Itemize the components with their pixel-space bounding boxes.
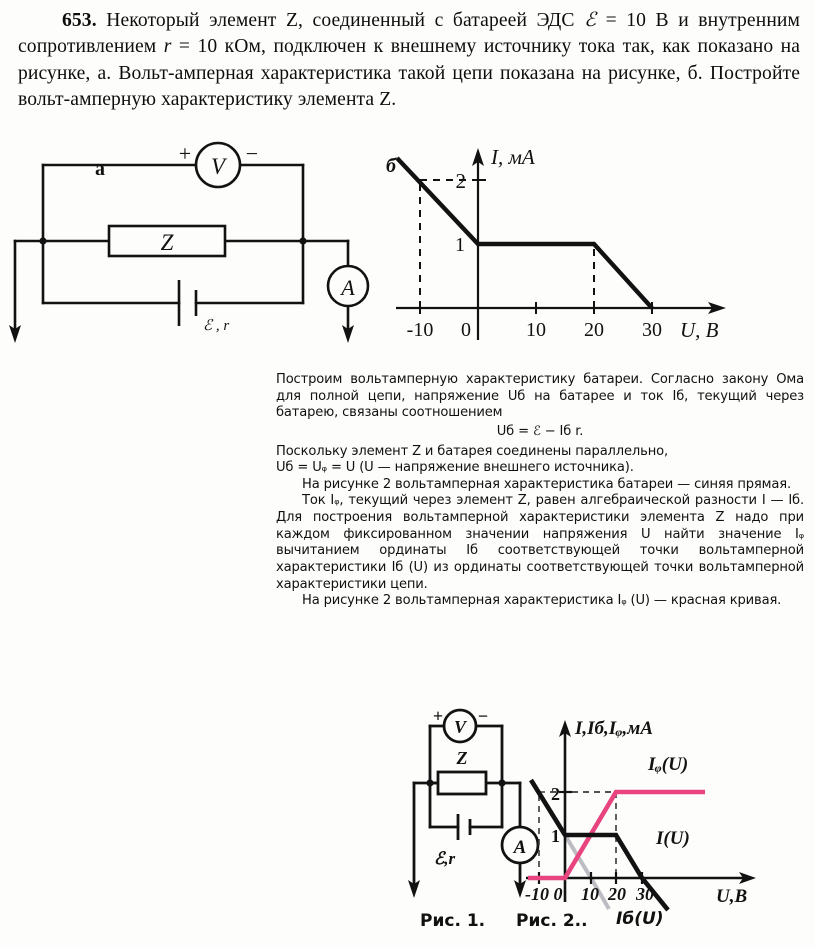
x-tick-label-0: 0 (461, 319, 471, 341)
solution-paragraph-5: На рисунке 2 вольтамперная характеристика Iᵩ (U) — красная кривая. (302, 593, 782, 609)
caption-figure-2: Рис. 2.. (516, 911, 588, 931)
y-tick-label-2: 2 (455, 169, 466, 193)
fig2-label-ib: Iб(U) (616, 909, 664, 929)
caption-figure-1: Рис. 1. (420, 911, 486, 931)
fig1-plus-sign: + (432, 706, 444, 726)
ammeter-label: A (341, 275, 355, 300)
battery-emf-label: ℰ , r (203, 318, 230, 334)
fig2-x-tick-label-20: 20 (608, 884, 626, 904)
fig1-junction-dot-right (498, 779, 505, 786)
fig1-element-z-box (438, 772, 486, 794)
voltmeter-plus-sign: + (178, 141, 192, 166)
emf-symbol: ℰ (584, 10, 597, 31)
junction-dot-right (299, 237, 306, 244)
fig2-x-tick-label-minus10: -10 (525, 884, 549, 904)
figure-b-letter: б (386, 155, 396, 177)
x-tick-label-30: 30 (642, 319, 662, 341)
voltmeter-label: V (210, 154, 226, 179)
fig2-label-iz: Iᵩ(U) (648, 754, 689, 775)
element-z-label: Z (160, 230, 174, 255)
junction-dot-left (39, 237, 46, 244)
figure-captions (420, 905, 815, 945)
solution-paragraph-2a: Поскольку элемент Z и батарея соединены параллельно, (276, 443, 668, 459)
fig1-voltmeter-label: V (453, 717, 467, 737)
fig1-ammeter-label: A (513, 837, 527, 858)
x-tick-label-10: 10 (526, 319, 546, 341)
problem-text-part2: = 10 В и внутренним сопротивлением (18, 10, 800, 58)
fig2-label-i: I(U) (656, 828, 690, 849)
fig1-minus-sign: − (477, 706, 489, 726)
fig2-x-tick-label-0: 0 (553, 884, 563, 904)
y-tick-label-1: 1 (455, 234, 465, 256)
solution-paragraph-1: Построим вольтамперную характеристику батареи. Согласно закону Ома для полной цепи, напряжение Uб на батарее и ток Iб, текущий через батарею, связаны соотношением (276, 372, 804, 421)
fig2-y-tick-label-2: 2 (551, 784, 560, 804)
fig2-x-tick-label-30: 30 (636, 884, 654, 904)
fig1-junction-dot-left (426, 779, 433, 786)
solution-paragraph-3: На рисунке 2 вольтамперная характеристика батареи — синяя прямая. (302, 476, 791, 492)
fig2-x-tick-label-10: 10 (581, 884, 599, 904)
solution-paragraph-2b: Uб = Uᵩ = U (U — напряжение внешнего источника). (276, 460, 634, 476)
fig2-y-tick-label-1: 1 (551, 826, 560, 846)
fig1-battery-emf-label: ℰ,r (434, 849, 456, 868)
solution-text (276, 372, 804, 610)
figure-2-graph (520, 706, 815, 911)
solution-equation: Uб = ℰ − Iб r. (496, 423, 584, 439)
problem-statement (18, 8, 800, 113)
problem-number: 653. (62, 10, 97, 31)
voltmeter-minus-sign: − (245, 141, 259, 166)
y-axis-label: I, мА (491, 145, 535, 169)
x-tick-label-20: 20 (584, 319, 604, 341)
figure-a-letter: а (95, 158, 105, 180)
solution-paragraph-4: Ток Iᵩ, текущий через элемент Z, равен алгебраической разности I — Iб. Для построения вольтамперной характеристики элемента Z надо при каждом фиксированном значении напряжения U найти значение Iᵩ вычитанием ординаты Iб соответствующей точки вольтамперной характеристики Iб (U) из ординаты соответствующей точки вольтамперной характеристики цепи. (276, 493, 804, 592)
resistance-symbol: r (163, 36, 172, 58)
fig2-x-axis-label: U,В (716, 886, 748, 907)
problem-text-part3: = 10 кОм, подключен к внешнему источнику тока так, как показано на рисунке, а. Вольт-амперная характеристика такой цепи показана на рисунке, б. Постройте вольт-амперную характеристику элемента Z. (18, 36, 801, 111)
x-tick-label-minus10: -10 (406, 319, 434, 341)
fig2-y-axis-label: I,Iб,Iᵩ,мА (575, 718, 653, 739)
figure-b-graph (380, 140, 815, 355)
figure-a-circuit (0, 140, 400, 355)
problem-text-part1: Некоторый элемент Z, соединенный с батареей ЭДС (106, 10, 575, 31)
x-axis-label: U, В (680, 318, 719, 342)
fig1-element-z-label: Z (456, 748, 468, 768)
